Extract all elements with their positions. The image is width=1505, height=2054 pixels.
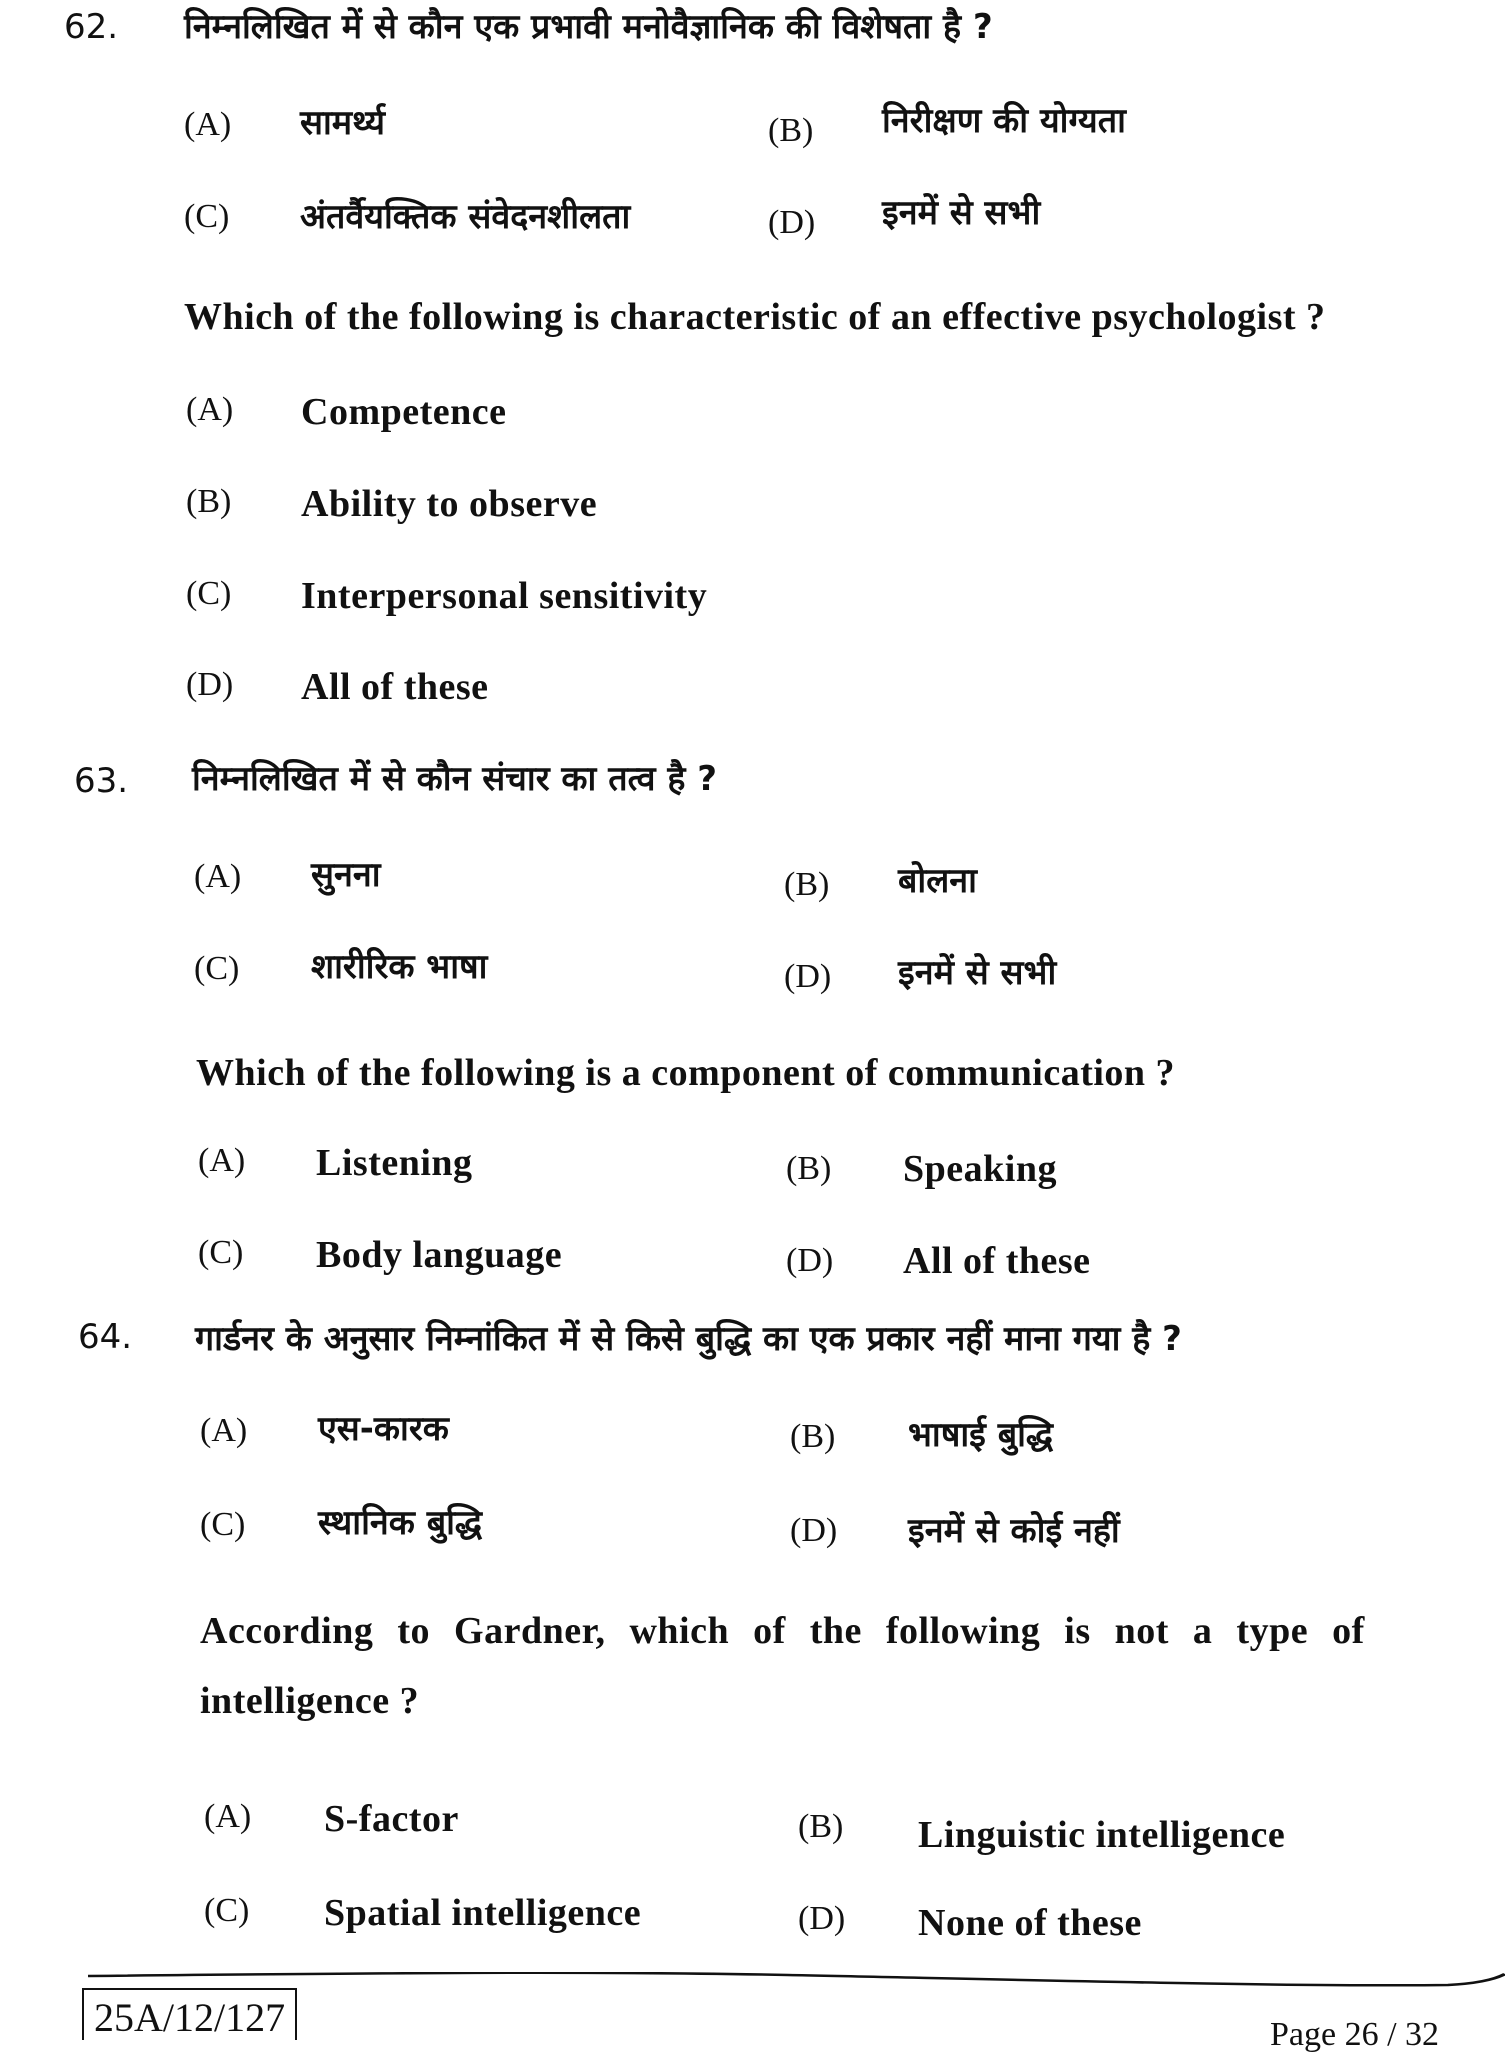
option-text: S-factor [324,1798,459,1840]
option-label: (A) [198,1142,246,1179]
question-number: 63. [74,761,129,801]
question-text-english: Which of the following is a component of communication ? [196,1052,1176,1094]
question-text-english: Which of the following is characteristic of an effective psychologist ? [184,296,1326,338]
option-text: Linguistic intelligence [918,1814,1286,1856]
option-text: सुनना [311,855,381,895]
option-text: All of these [903,1240,1091,1282]
option-label: (B) [186,483,232,520]
option-label: (C) [198,1234,244,1271]
option-label: (C) [186,575,232,612]
option-label: (A) [204,1798,252,1835]
option-label: (D) [768,204,816,241]
option-text: इनमें से सभी [882,193,1041,233]
option-label: (B) [786,1150,832,1187]
question-text-hindi: गार्डनर के अनुसार निम्नांकित में से किसे बुद्धि का एक प्रकार नहीं माना गया है ? [195,1319,1182,1359]
option-text: सामर्थ्य [300,103,385,143]
option-label: (A) [184,106,232,143]
option-text: Ability to observe [301,483,598,525]
option-text: शारीरिक भाषा [311,947,488,987]
question-text-english-continued: intelligence ? [200,1680,420,1722]
option-label: (B) [768,112,814,149]
option-label: (A) [200,1412,248,1449]
option-label: (C) [200,1506,246,1543]
option-label: (B) [790,1418,836,1455]
option-label: (D) [186,666,234,703]
option-text: Speaking [903,1148,1057,1190]
footer-rule [88,1972,1505,1992]
option-label: (D) [784,958,832,995]
option-text: Interpersonal sensitivity [301,575,708,617]
option-text: Body language [316,1234,563,1276]
question-number: 62. [64,7,119,47]
question-text-hindi: निम्नलिखित में से कौन संचार का तत्व है ? [192,759,717,799]
option-text: भाषाई बुद्धि [908,1415,1054,1455]
option-text: निरीक्षण की योग्यता [882,101,1126,141]
question-text-english: According to Gardner, which of the following is not a type of [200,1610,1365,1652]
option-text: Spatial intelligence [324,1892,642,1934]
option-text: एस-कारक [318,1409,449,1449]
option-text: Competence [301,391,507,433]
option-text: All of these [301,666,489,708]
option-text: Listening [316,1142,473,1184]
option-label: (D) [798,1900,846,1937]
option-label: (B) [798,1808,844,1845]
option-text: स्थानिक बुद्धि [318,1503,483,1543]
option-label: (C) [194,950,240,987]
option-label: (C) [204,1892,250,1929]
option-text: इनमें से कोई नहीं [908,1511,1120,1551]
option-text: बोलना [898,861,977,901]
option-label: (A) [194,858,242,895]
option-text: अंतर्वैयक्तिक संवेदनशीलता [300,197,631,237]
option-text: इनमें से सभी [898,953,1057,993]
page-number: Page 26 / 32 [1270,2016,1440,2053]
option-label: (D) [786,1242,834,1279]
question-number: 64. [78,1317,133,1357]
option-label: (D) [790,1512,838,1549]
option-label: (B) [784,866,830,903]
option-label: (C) [184,198,230,235]
option-label: (A) [186,391,234,428]
question-text-hindi: निम्नलिखित में से कौन एक प्रभावी मनोवैज्ञानिक की विशेषता है ? [184,7,993,47]
paper-code: 25A/12/127 [82,1988,297,2040]
option-text: None of these [918,1902,1142,1944]
